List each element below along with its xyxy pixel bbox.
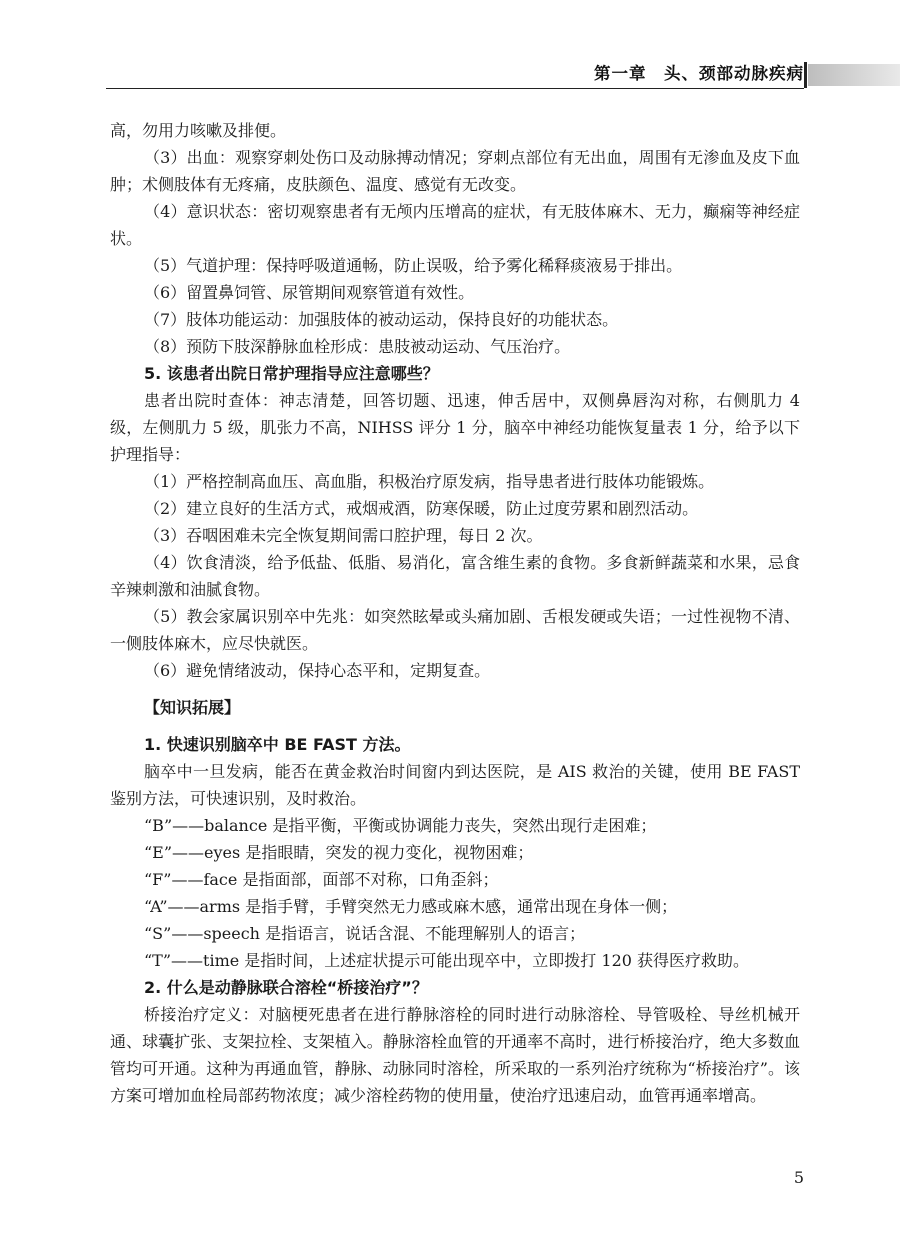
header-rule [106, 88, 804, 89]
page-number: 5 [793, 1168, 804, 1187]
list-item: “B”——balance 是指平衡，平衡或协调能力丧失，突然出现行走困难； [144, 816, 657, 835]
list-item: （3）吞咽困难未完全恢复期间需口腔护理，每日 2 次。 [144, 526, 543, 545]
subheading-1: 1. 快速识别脑卒中 BE FAST 方法。 [144, 735, 411, 754]
paragraph: 脑卒中一旦发病，能否在黄金救治时间窗内到达医院，是 AIS 救治的关键，使用 BE FAST 鉴别方法，可快速识别，及时救治。 [110, 762, 800, 808]
list-item: （6）留置鼻饲管、尿管期间观察管道有效性。 [144, 283, 475, 302]
list-item: “A”——arms 是指手臂，手臂突然无力感或麻木感，通常出现在身体一侧； [144, 897, 678, 916]
list-item: （3）出血：观察穿刺处伤口及动脉搏动情况；穿刺点部位有无出血，周围有无渗血及皮下血肿；术侧肢体有无疼痛，皮肤颜色、温度、感觉有无改变。 [110, 148, 800, 194]
list-item: （4）意识状态：密切观察患者有无颅内压增高的症状，有无肢体麻木、无力，癫痫等神经症状。 [110, 202, 800, 248]
paragraph: 高，勿用力咳嗽及排便。 [110, 121, 287, 140]
question-heading-5: 5. 该患者出院日常护理指导应注意哪些？ [144, 364, 439, 383]
header-tick [804, 62, 807, 88]
chapter-title: 第一章 头、颈部动脉疾病 [594, 64, 804, 83]
subheading-2: 2. 什么是动静脉联合溶栓“桥接治疗”？ [144, 978, 428, 997]
list-item: “F”——face 是指面部，面部不对称，口角歪斜； [144, 870, 499, 889]
paragraph: 患者出院时查体：神志清楚，回答切题、迅速，伸舌居中，双侧鼻唇沟对称，右侧肌力 4 级，左侧肌力 5 级，肌张力不高，NIHSS 评分 1 分，脑卒中神经功能恢复量表 1 分，给予以下护理指导： [110, 391, 800, 464]
list-item: （2）建立良好的生活方式，戒烟戒酒，防寒保暖，防止过度劳累和剧烈活动。 [144, 499, 699, 518]
running-header [0, 58, 900, 88]
list-item: “T”——time 是指时间，上述症状提示可能出现卒中，立即拨打 120 获得医疗救助。 [144, 951, 750, 970]
header-gradient-bar [808, 64, 900, 86]
list-item: （5）气道护理：保持呼吸道通畅，防止误吸，给予雾化稀释痰液易于排出。 [144, 256, 683, 275]
list-item: （8）预防下肢深静脉血栓形成：患肢被动运动、气压治疗。 [144, 337, 571, 356]
list-item: （4）饮食清淡，给予低盐、低脂、易消化，富含维生素的食物。多食新鲜蔬菜和水果，忌食辛辣刺激和油腻食物。 [110, 553, 800, 599]
page-body [110, 117, 800, 1109]
list-item: （1）严格控制高血压、高血脂，积极治疗原发病，指导患者进行肢体功能锻炼。 [144, 472, 715, 491]
paragraph: 桥接治疗定义：对脑梗死患者在进行静脉溶栓的同时进行动脉溶栓、导管吸栓、导丝机械开通、球囊扩张、支架拉栓、支架植入。静脉溶栓血管的开通率不高时，进行桥接治疗，绝大多数血管均可开通。这种为再通血管，静脉、动脉同时溶栓，所采取的一系列治疗统称为“桥接治疗”。该方案可增加血栓局部药物浓度；减少溶栓药物的使用量，使治疗迅速启动，血管再通率增高。 [110, 1005, 800, 1105]
list-item: （6）避免情绪波动，保持心态平和，定期复查。 [144, 661, 491, 680]
list-item: （7）肢体功能运动：加强肢体的被动运动，保持良好的功能状态。 [144, 310, 619, 329]
section-heading: 【知识拓展】 [144, 698, 241, 717]
list-item: “E”——eyes 是指眼睛，突发的视力变化，视物困难； [144, 843, 534, 862]
list-item: “S”——speech 是指语言，说话含混、不能理解别人的语言； [144, 924, 586, 943]
list-item: （5）教会家属识别卒中先兆：如突然眩晕或头痛加剧、舌根发硬或失语；一过性视物不清、一侧肢体麻木，应尽快就医。 [110, 607, 800, 653]
